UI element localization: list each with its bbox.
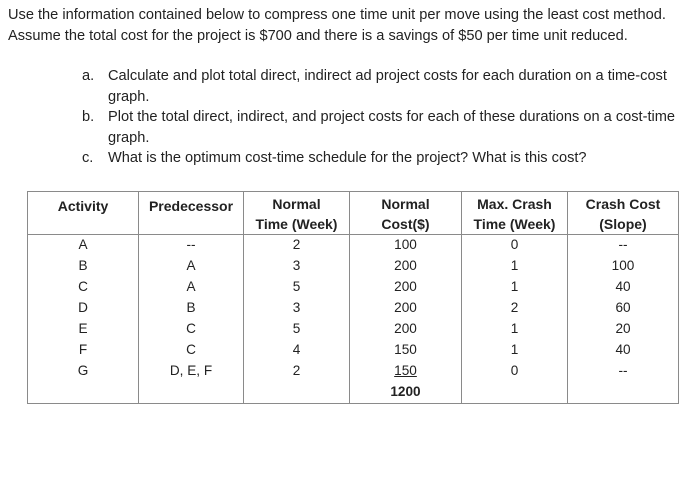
cell-normal-cost: 100 bbox=[350, 235, 462, 256]
cell-normal-cost-underlined: 150 bbox=[394, 362, 417, 378]
cell-predecessor: A bbox=[139, 277, 244, 298]
cell-activity: F bbox=[28, 339, 139, 360]
total-row bbox=[28, 381, 679, 404]
header-activity-label: Activity bbox=[57, 198, 109, 214]
header-normal-time-line2: Time (Week) bbox=[255, 216, 338, 232]
cell-activity: C bbox=[28, 277, 139, 298]
table-row bbox=[28, 319, 679, 340]
cell-crash-cost: 100 bbox=[568, 256, 679, 277]
cell-max-crash: 2 bbox=[462, 298, 568, 319]
activity-table bbox=[27, 191, 679, 404]
cell-predecessor: D, E, F bbox=[139, 360, 244, 381]
cell-normal-cost: 200 bbox=[350, 256, 462, 277]
cell-empty bbox=[139, 381, 244, 404]
cell-empty bbox=[568, 381, 679, 404]
header-normal-cost-line1: Normal bbox=[381, 196, 430, 212]
header-crash-cost bbox=[568, 192, 679, 235]
cell-activity: G bbox=[28, 360, 139, 381]
table-row bbox=[28, 339, 679, 360]
cell-activity: E bbox=[28, 319, 139, 340]
cell-max-crash: 1 bbox=[462, 256, 568, 277]
header-normal-time-line1: Normal bbox=[272, 196, 321, 212]
header-predecessor bbox=[139, 192, 244, 235]
cell-normal-time: 3 bbox=[244, 298, 350, 319]
question-a bbox=[82, 66, 682, 107]
cell-normal-cost bbox=[350, 360, 462, 381]
cell-empty bbox=[28, 381, 139, 404]
cell-normal-cost: 200 bbox=[350, 277, 462, 298]
question-label: b. bbox=[82, 109, 95, 125]
cell-normal-time: 5 bbox=[244, 319, 350, 340]
cell-normal-time: 2 bbox=[244, 360, 350, 381]
header-crash-cost-line2: (Slope) bbox=[599, 216, 647, 232]
header-row bbox=[28, 192, 679, 235]
cell-normal-time: 3 bbox=[244, 256, 350, 277]
table-row bbox=[28, 256, 679, 277]
question-b bbox=[82, 107, 682, 148]
cell-normal-cost: 200 bbox=[350, 319, 462, 340]
table-row bbox=[28, 235, 679, 256]
cell-max-crash: 1 bbox=[462, 339, 568, 360]
cell-empty bbox=[244, 381, 350, 404]
question-text: Plot the total direct, indirect, and project costs for each of these durations on a cost-time graph. bbox=[108, 109, 676, 146]
cell-activity: D bbox=[28, 298, 139, 319]
header-normal-cost-line2: Cost($) bbox=[381, 216, 430, 232]
cell-normal-time: 4 bbox=[244, 339, 350, 360]
question-text: What is the optimum cost-time schedule for the project? What is this cost? bbox=[108, 150, 587, 166]
table-row bbox=[28, 277, 679, 298]
cell-normal-cost: 150 bbox=[350, 339, 462, 360]
cell-normal-time: 5 bbox=[244, 277, 350, 298]
cell-empty bbox=[462, 381, 568, 404]
cell-predecessor: A bbox=[139, 256, 244, 277]
question-c bbox=[82, 148, 682, 169]
cell-crash-cost: 60 bbox=[568, 298, 679, 319]
question-label: a. bbox=[82, 68, 95, 84]
cell-normal-cost: 200 bbox=[350, 298, 462, 319]
header-max-crash-line2: Time (Week) bbox=[473, 216, 556, 232]
header-normal-time bbox=[244, 192, 350, 235]
cell-predecessor: B bbox=[139, 298, 244, 319]
cell-crash-cost: 40 bbox=[568, 277, 679, 298]
cell-crash-cost: -- bbox=[568, 235, 679, 256]
header-activity bbox=[28, 192, 139, 235]
cell-normal-time: 2 bbox=[244, 235, 350, 256]
question-label: c. bbox=[82, 150, 94, 166]
table-row bbox=[28, 360, 679, 381]
cell-activity: A bbox=[28, 235, 139, 256]
cell-max-crash: 1 bbox=[462, 319, 568, 340]
cell-total-cost: 1200 bbox=[350, 381, 462, 404]
header-crash-cost-line1: Crash Cost bbox=[585, 196, 661, 212]
cell-max-crash: 1 bbox=[462, 277, 568, 298]
cell-crash-cost: -- bbox=[568, 360, 679, 381]
cell-max-crash: 0 bbox=[462, 360, 568, 381]
header-max-crash-line1: Max. Crash bbox=[477, 196, 552, 212]
table-row bbox=[28, 298, 679, 319]
problem-intro: Use the information contained below to compress one time unit per move using the least cost method. Assume the total cost for the project is $700 and there is a savings of $50 per time unit reduced. bbox=[8, 7, 666, 44]
cell-activity: B bbox=[28, 256, 139, 277]
cell-crash-cost: 20 bbox=[568, 319, 679, 340]
cell-max-crash: 0 bbox=[462, 235, 568, 256]
question-text: Calculate and plot total direct, indirect ad project costs for each duration on a time-cost graph. bbox=[108, 68, 667, 105]
cell-predecessor: C bbox=[139, 319, 244, 340]
question-list bbox=[82, 66, 682, 169]
header-max-crash bbox=[462, 192, 568, 235]
cell-predecessor: C bbox=[139, 339, 244, 360]
header-predecessor-label: Predecessor bbox=[148, 198, 234, 214]
cell-crash-cost: 40 bbox=[568, 339, 679, 360]
cell-predecessor: -- bbox=[139, 235, 244, 256]
header-normal-cost bbox=[350, 192, 462, 235]
